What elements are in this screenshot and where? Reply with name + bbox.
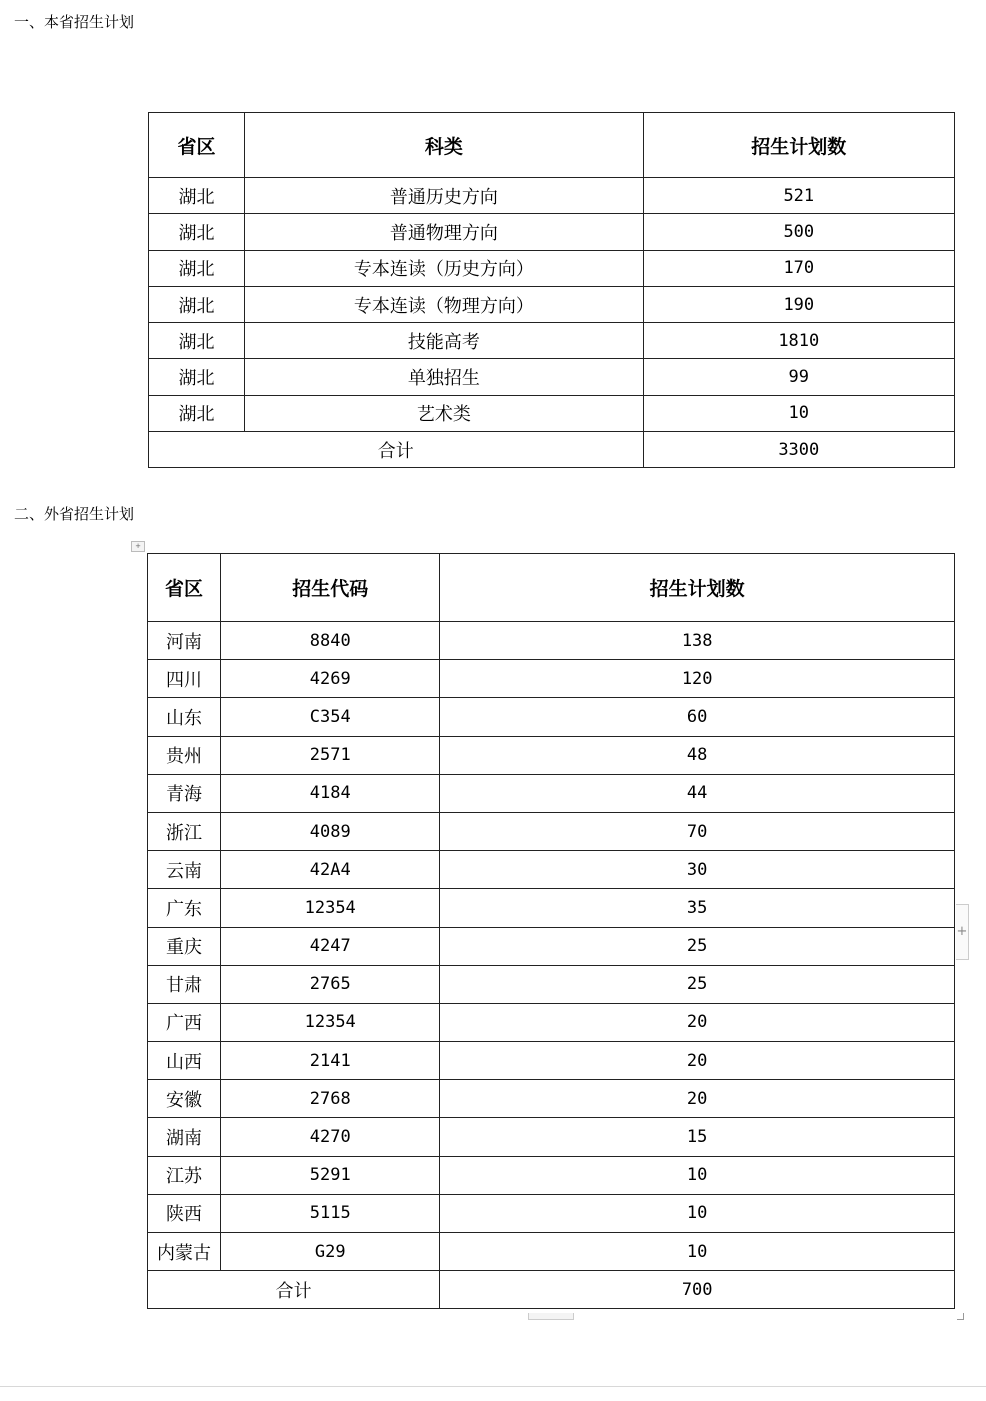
table-resize-corner-icon[interactable] [957, 1313, 964, 1320]
plan-count-cell: 48 [440, 736, 955, 774]
header-plan-count: 招生计划数 [643, 113, 954, 178]
province-cell: 重庆 [148, 927, 221, 965]
plan-count-cell: 500 [643, 214, 954, 250]
header-plan-count: 招生计划数 [440, 554, 955, 622]
plan-count-cell: 1810 [643, 323, 954, 359]
table-row [148, 965, 955, 1003]
plan-count-cell: 20 [440, 1042, 955, 1080]
province-cell: 湖北 [149, 250, 245, 286]
province-cell: 湖北 [149, 395, 245, 431]
enrollment-code-cell: 2571 [221, 736, 440, 774]
plan-count-cell: 20 [440, 1080, 955, 1118]
enrollment-code-cell: 4269 [221, 660, 440, 698]
province-cell: 四川 [148, 660, 221, 698]
table-row [149, 359, 955, 395]
province-cell: 山东 [148, 698, 221, 736]
plan-count-cell: 25 [440, 965, 955, 1003]
page-divider [0, 1386, 986, 1387]
category-cell: 单独招生 [245, 359, 643, 395]
province-cell: 浙江 [148, 812, 221, 850]
province-cell: 湖北 [149, 214, 245, 250]
table-row [149, 323, 955, 359]
table-row [148, 851, 955, 889]
table-row [149, 395, 955, 431]
plan-count-cell: 44 [440, 774, 955, 812]
enrollment-code-cell: 2765 [221, 965, 440, 1003]
header-enrollment-code: 招生代码 [221, 554, 440, 622]
table-move-handle-icon[interactable]: + [131, 541, 145, 552]
province-cell: 江苏 [148, 1156, 221, 1194]
province-cell: 湖北 [149, 323, 245, 359]
enrollment-code-cell: 12354 [221, 1003, 440, 1041]
enrollment-code-cell: 5291 [221, 1156, 440, 1194]
category-cell: 专本连读（历史方向） [245, 250, 643, 286]
total-row [149, 432, 955, 468]
category-cell: 普通历史方向 [245, 178, 643, 214]
header-province: 省区 [149, 113, 245, 178]
plan-count-cell: 521 [643, 178, 954, 214]
table-header-row [149, 113, 955, 178]
in-province-plan-table [148, 112, 955, 468]
province-cell: 湖北 [149, 178, 245, 214]
province-cell: 甘肃 [148, 965, 221, 1003]
category-cell: 专本连读（物理方向） [245, 286, 643, 322]
plan-count-cell: 10 [440, 1233, 955, 1271]
table-row [148, 812, 955, 850]
plan-count-cell: 10 [440, 1194, 955, 1232]
total-row [148, 1271, 955, 1309]
category-cell: 技能高考 [245, 323, 643, 359]
plan-count-cell: 99 [643, 359, 954, 395]
table-row [149, 286, 955, 322]
plan-count-cell: 138 [440, 622, 955, 660]
table-row [148, 774, 955, 812]
total-label: 合计 [149, 432, 644, 468]
table-row [148, 927, 955, 965]
province-cell: 安徽 [148, 1080, 221, 1118]
table-row [148, 622, 955, 660]
add-column-plus-icon[interactable]: + [956, 904, 969, 960]
header-category: 科类 [245, 113, 643, 178]
province-cell: 湖北 [149, 359, 245, 395]
section-title-in-province: 一、本省招生计划 [14, 13, 135, 31]
total-value: 700 [440, 1271, 955, 1309]
table-row [148, 1003, 955, 1041]
plan-count-cell: 15 [440, 1118, 955, 1156]
enrollment-code-cell: 5115 [221, 1194, 440, 1232]
table-row [148, 1156, 955, 1194]
table-header-row [148, 554, 955, 622]
table-row [148, 889, 955, 927]
enrollment-code-cell: C354 [221, 698, 440, 736]
enrollment-code-cell: 12354 [221, 889, 440, 927]
plan-count-cell: 70 [440, 812, 955, 850]
province-cell: 内蒙古 [148, 1233, 221, 1271]
plan-count-cell: 190 [643, 286, 954, 322]
province-cell: 青海 [148, 774, 221, 812]
table-row [148, 1233, 955, 1271]
table-row [148, 1042, 955, 1080]
plan-count-cell: 30 [440, 851, 955, 889]
enrollment-code-cell: 42A4 [221, 851, 440, 889]
province-cell: 湖北 [149, 286, 245, 322]
province-cell: 山西 [148, 1042, 221, 1080]
plan-count-cell: 20 [440, 1003, 955, 1041]
province-cell: 广西 [148, 1003, 221, 1041]
enrollment-code-cell: G29 [221, 1233, 440, 1271]
plan-count-cell: 10 [643, 395, 954, 431]
table-row [148, 660, 955, 698]
enrollment-code-cell: 2141 [221, 1042, 440, 1080]
table-row [149, 250, 955, 286]
table-row [148, 1194, 955, 1232]
table-row [148, 736, 955, 774]
province-cell: 贵州 [148, 736, 221, 774]
plan-count-cell: 35 [440, 889, 955, 927]
province-cell: 陕西 [148, 1194, 221, 1232]
table-row [148, 698, 955, 736]
category-cell: 艺术类 [245, 395, 643, 431]
province-cell: 云南 [148, 851, 221, 889]
table-row [149, 178, 955, 214]
plan-count-cell: 25 [440, 927, 955, 965]
total-value: 3300 [643, 432, 954, 468]
plan-count-cell: 170 [643, 250, 954, 286]
add-row-handle[interactable] [528, 1313, 574, 1320]
province-cell: 湖南 [148, 1118, 221, 1156]
enrollment-code-cell: 4270 [221, 1118, 440, 1156]
table-row [148, 1080, 955, 1118]
enrollment-code-cell: 2768 [221, 1080, 440, 1118]
out-of-province-plan-table [147, 553, 955, 1309]
enrollment-code-cell: 4089 [221, 812, 440, 850]
province-cell: 广东 [148, 889, 221, 927]
header-province: 省区 [148, 554, 221, 622]
category-cell: 普通物理方向 [245, 214, 643, 250]
table-row [148, 1118, 955, 1156]
plan-count-cell: 60 [440, 698, 955, 736]
enrollment-code-cell: 4247 [221, 927, 440, 965]
table-row [149, 214, 955, 250]
total-label: 合计 [148, 1271, 440, 1309]
plan-count-cell: 120 [440, 660, 955, 698]
enrollment-code-cell: 8840 [221, 622, 440, 660]
section-title-out-of-province: 二、外省招生计划 [14, 505, 135, 523]
plan-count-cell: 10 [440, 1156, 955, 1194]
province-cell: 河南 [148, 622, 221, 660]
enrollment-code-cell: 4184 [221, 774, 440, 812]
